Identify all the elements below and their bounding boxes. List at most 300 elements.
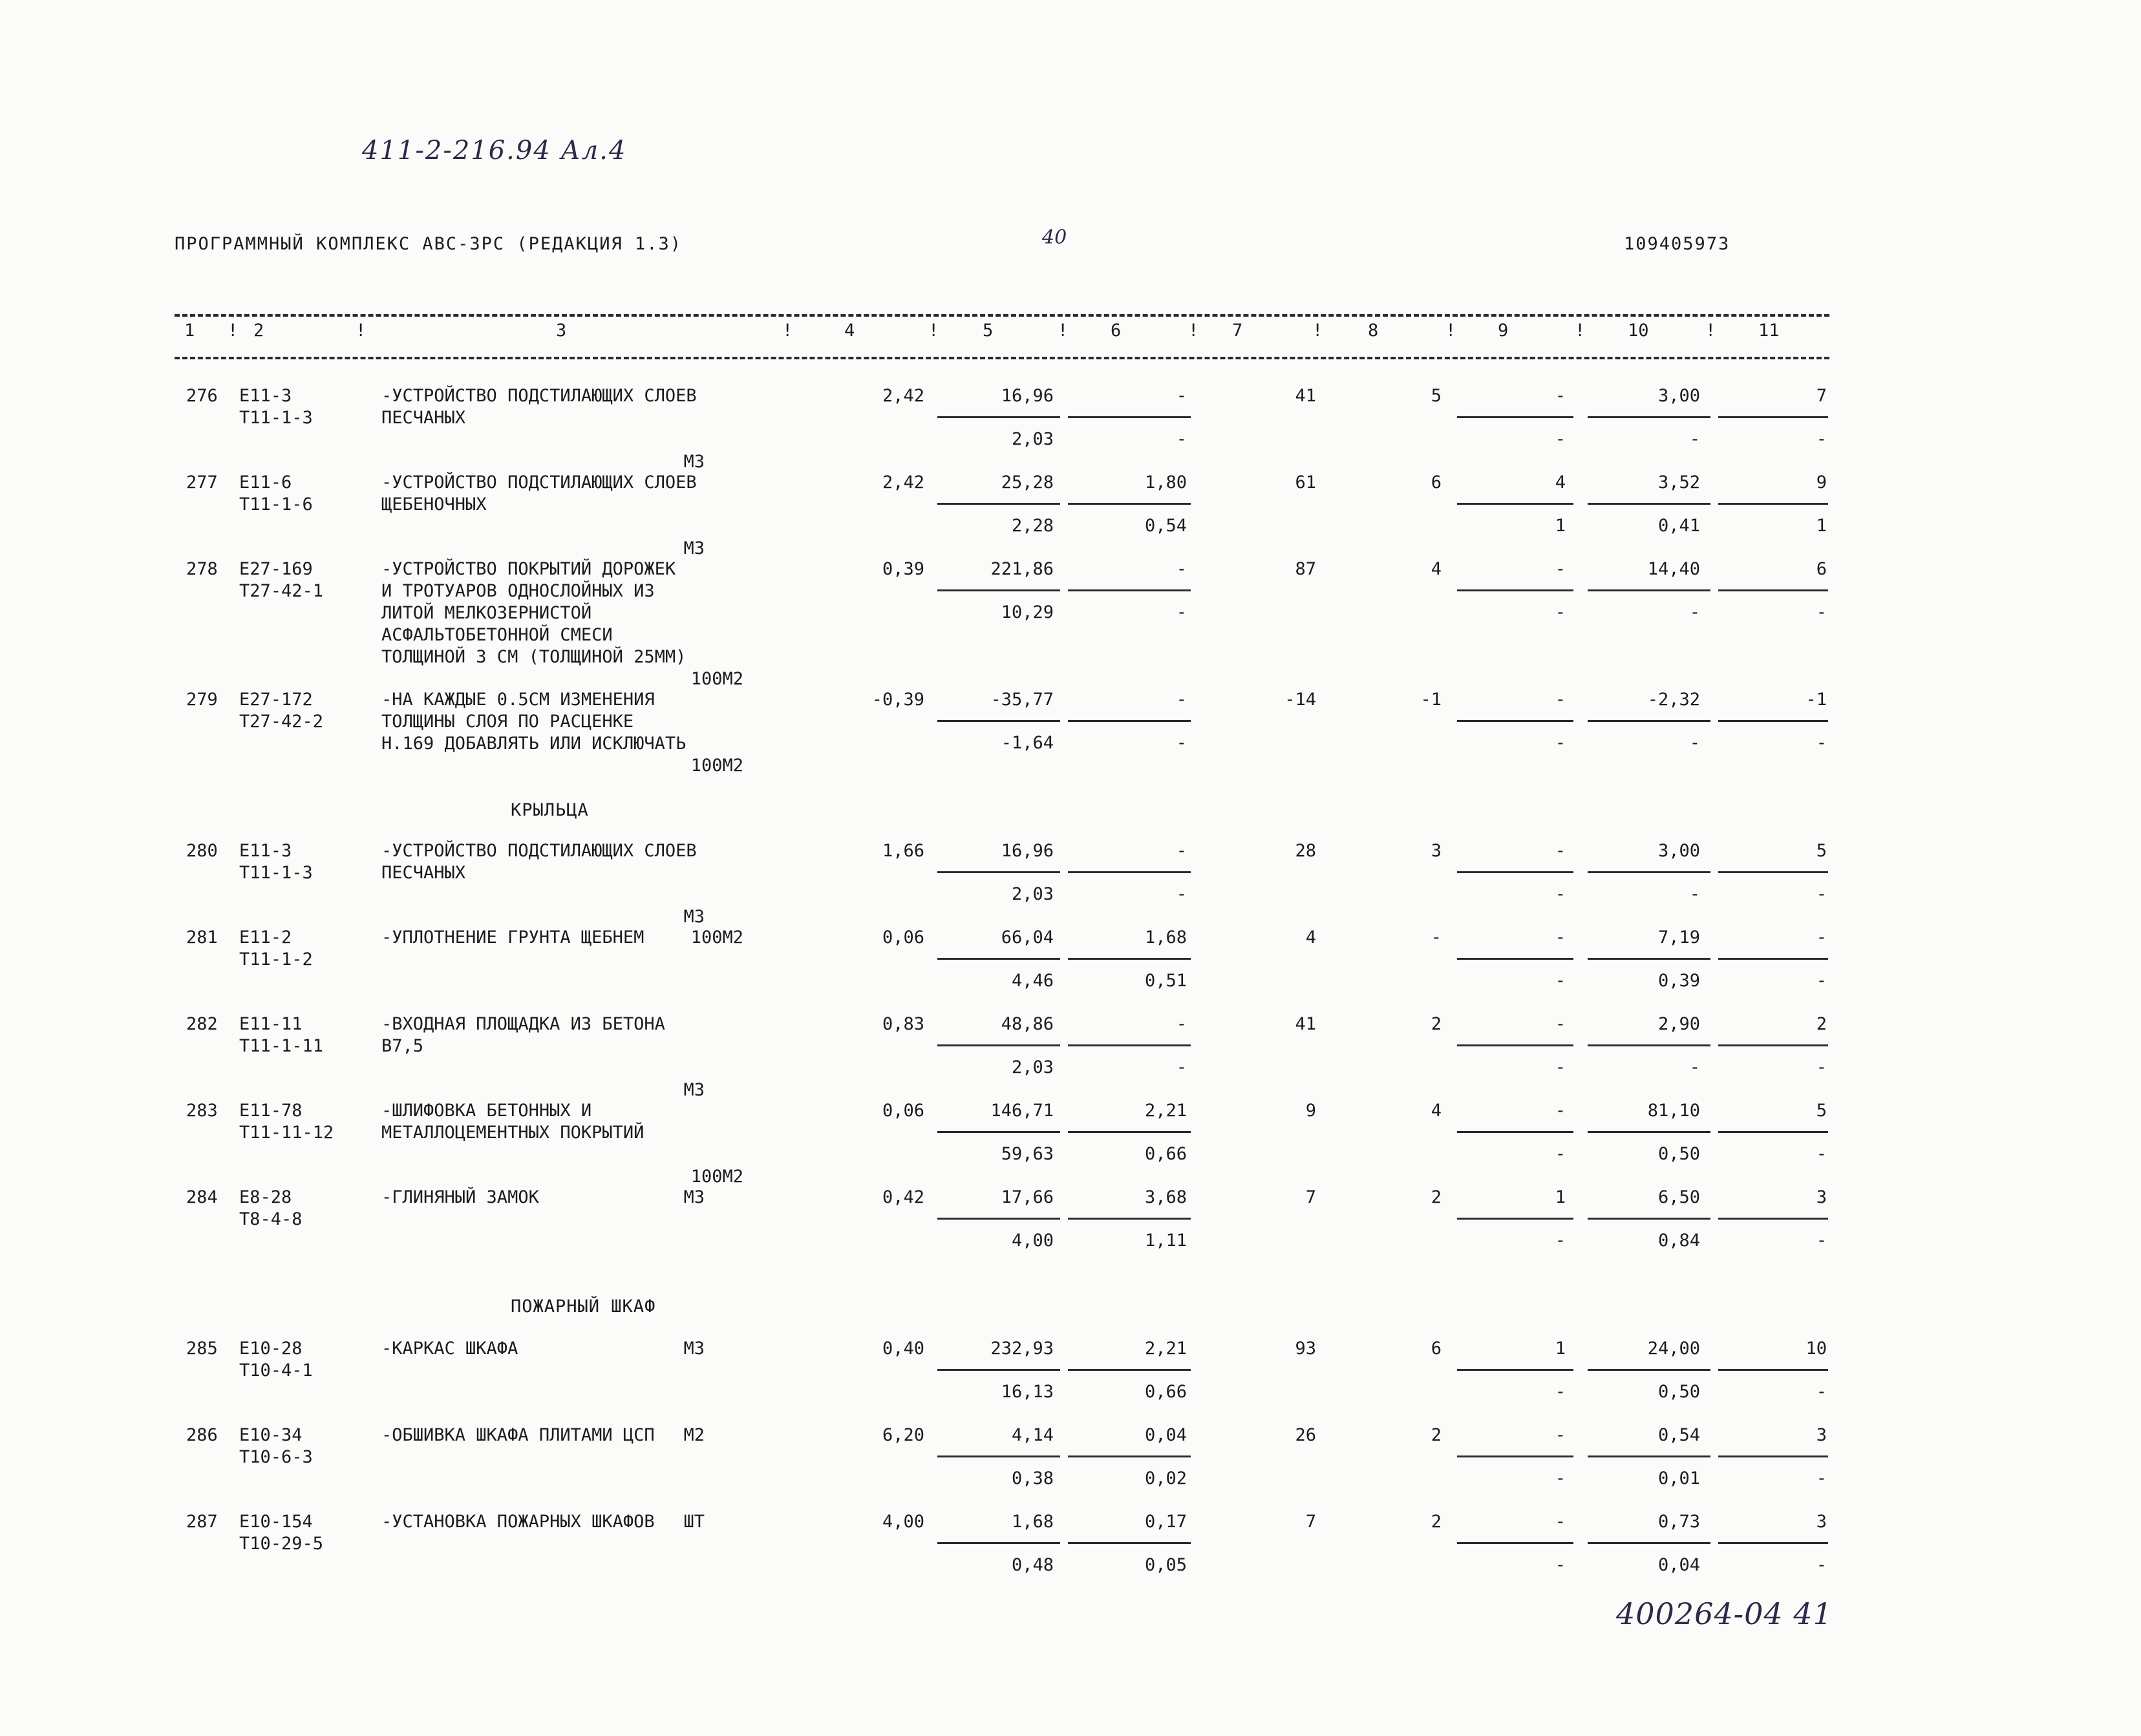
machine-wages-total: - [1555, 690, 1566, 710]
unit-of-measure: М3 [683, 1080, 705, 1100]
unit-cost-wages: 2,28 [1011, 516, 1054, 536]
labor-total-machine: - [1816, 1057, 1827, 1077]
total-machine: 2 [1431, 1425, 1442, 1445]
labor-per-unit: -2,32 [1647, 690, 1700, 710]
column-separator: ! [1188, 321, 1199, 341]
machine-cost: 1,68 [1144, 927, 1187, 947]
tech-code: Т27-42-1 [239, 581, 324, 601]
unit-cost-total: 1,68 [1011, 1512, 1054, 1532]
labor-total: 2 [1816, 1014, 1827, 1034]
fraction-rule [1588, 1369, 1710, 1371]
fraction-rule [1718, 1369, 1828, 1371]
row-number: 280 [186, 841, 218, 861]
column-separator: ! [228, 321, 239, 341]
column-separator: ! [356, 321, 367, 341]
fraction-rule [937, 1455, 1060, 1457]
quantity: 1,66 [882, 841, 924, 861]
labor-per-unit-machine: 0,39 [1657, 971, 1700, 991]
price-code: Е11-11 [239, 1014, 303, 1034]
fraction-rule [1718, 1542, 1828, 1544]
price-code: Е8-28 [239, 1187, 292, 1207]
work-description: -УСТРОЙСТВО ПОКРЫТИЙ ДОРОЖЕК [381, 559, 676, 579]
unit-cost-total: 4,14 [1011, 1425, 1054, 1445]
tech-code: Т11-1-3 [239, 408, 313, 428]
labor-per-unit-machine: - [1689, 429, 1700, 449]
unit-cost-total: 16,96 [1001, 386, 1054, 406]
work-description: -ГЛИНЯНЫЙ ЗАМОК [381, 1187, 539, 1207]
quantity: 0,39 [882, 559, 924, 579]
machine-wages: 0,54 [1144, 516, 1187, 536]
work-description: МЕТАЛЛОЦЕМЕНТНЫХ ПОКРЫТИЙ [381, 1123, 644, 1143]
total-cost: 93 [1295, 1339, 1316, 1359]
labor-per-unit: 81,10 [1647, 1101, 1700, 1121]
machine-wages-total-sub: - [1555, 1468, 1566, 1488]
row-number: 283 [186, 1101, 218, 1121]
unit-of-measure: ШТ [683, 1512, 705, 1532]
unit-cost-wages: 2,03 [1011, 884, 1054, 904]
quantity: 2,42 [882, 386, 924, 406]
machine-wages-total-sub: - [1555, 971, 1566, 991]
row-number: 278 [186, 559, 218, 579]
labor-total: 6 [1816, 559, 1827, 579]
total-machine: 6 [1431, 472, 1442, 492]
column-header-6: 6 [1111, 321, 1122, 341]
labor-total-machine: 1 [1816, 516, 1827, 536]
tech-code: Т11-1-6 [239, 494, 313, 514]
labor-per-unit: 3,00 [1657, 841, 1700, 861]
machine-wages-total: - [1555, 1101, 1566, 1121]
labor-total-machine: - [1816, 1555, 1827, 1575]
total-cost: 7 [1305, 1512, 1316, 1532]
fraction-rule [1588, 416, 1710, 418]
column-separator: ! [1312, 321, 1323, 341]
quantity: 0,06 [882, 927, 924, 947]
labor-per-unit-machine: 0,04 [1657, 1555, 1700, 1575]
quantity: 0,42 [882, 1187, 924, 1207]
machine-wages-total: - [1555, 1425, 1566, 1445]
unit-cost-wages: 2,03 [1011, 429, 1054, 449]
column-header-10: 10 [1628, 321, 1649, 341]
labor-per-unit-machine: 0,50 [1657, 1382, 1700, 1402]
unit-cost-total: 48,86 [1001, 1014, 1054, 1034]
section-porch: КРЫЛЬЦА [511, 800, 589, 820]
fraction-rule [1068, 1542, 1191, 1544]
machine-cost: - [1176, 559, 1187, 579]
fraction-rule [1457, 1455, 1573, 1457]
labor-per-unit: 7,19 [1657, 927, 1700, 947]
total-cost: 28 [1295, 841, 1316, 861]
total-cost: 87 [1295, 559, 1316, 579]
fraction-rule [1588, 1218, 1710, 1220]
tech-code: Т27-42-2 [239, 712, 324, 732]
handwritten-page-number: 40 [1042, 226, 1067, 249]
unit-cost-wages: -1,64 [1001, 733, 1054, 753]
labor-total-machine: - [1816, 1382, 1827, 1402]
machine-wages: - [1176, 884, 1187, 904]
labor-per-unit: 3,52 [1657, 472, 1700, 492]
fraction-rule [1718, 1455, 1828, 1457]
unit-of-measure: М3 [683, 1187, 705, 1207]
price-code: Е11-3 [239, 386, 292, 406]
machine-wages-total: - [1555, 1512, 1566, 1532]
unit-of-measure: 100М2 [690, 669, 743, 689]
labor-total-machine: - [1816, 429, 1827, 449]
work-description: -УСТРОЙСТВО ПОДСТИЛАЮЩИХ СЛОЕВ [381, 472, 697, 492]
price-code: Е27-169 [239, 559, 313, 579]
labor-per-unit: 14,40 [1647, 559, 1700, 579]
fraction-rule [937, 416, 1060, 418]
labor-per-unit-machine: - [1689, 733, 1700, 753]
machine-wages-total: - [1555, 927, 1566, 947]
machine-wages-total-sub: - [1555, 1144, 1566, 1164]
column-separator: ! [1705, 321, 1716, 341]
work-description: АСФАЛЬТОБЕТОННОЙ СМЕСИ [381, 625, 613, 645]
labor-per-unit: 0,73 [1657, 1512, 1700, 1532]
work-description: ЩЕБЕНОЧНЫХ [381, 494, 487, 514]
document-number: 109405973 [1624, 234, 1731, 254]
work-description: -УПЛОТНЕНИЕ ГРУНТА ЩЕБНЕМ [381, 927, 644, 947]
total-machine: 2 [1431, 1512, 1442, 1532]
price-code: Е11-6 [239, 472, 292, 492]
column-header-9: 9 [1498, 321, 1509, 341]
labor-total: 3 [1816, 1425, 1827, 1445]
machine-wages-total-sub: - [1555, 429, 1566, 449]
fraction-rule [1588, 1542, 1710, 1544]
row-number: 282 [186, 1014, 218, 1034]
work-description: -УСТАНОВКА ПОЖАРНЫХ ШКАФОВ [381, 1512, 655, 1532]
machine-cost: - [1176, 386, 1187, 406]
fraction-rule [1588, 503, 1710, 505]
unit-cost-wages: 16,13 [1001, 1382, 1054, 1402]
total-machine: 4 [1431, 1101, 1442, 1121]
total-cost: 7 [1305, 1187, 1316, 1207]
fraction-rule [937, 1044, 1060, 1046]
price-code: Е10-154 [239, 1512, 313, 1532]
fraction-rule [1457, 416, 1573, 418]
unit-of-measure: М3 [683, 538, 705, 558]
fraction-rule [1718, 720, 1828, 722]
quantity: 2,42 [882, 472, 924, 492]
unit-cost-total: 232,93 [990, 1339, 1054, 1359]
labor-total-machine: - [1816, 1468, 1827, 1488]
machine-wages-total-sub: - [1555, 1057, 1566, 1077]
unit-cost-wages: 4,46 [1011, 971, 1054, 991]
total-machine: 2 [1431, 1187, 1442, 1207]
price-code: Е27-172 [239, 690, 313, 710]
column-header-8: 8 [1368, 321, 1379, 341]
unit-cost-total: 66,04 [1001, 927, 1054, 947]
fraction-rule [937, 871, 1060, 873]
quantity: 0,83 [882, 1014, 924, 1034]
labor-total: 5 [1816, 841, 1827, 861]
unit-cost-wages: 59,63 [1001, 1144, 1054, 1164]
work-description: -УСТРОЙСТВО ПОДСТИЛАЮЩИХ СЛОЕВ [381, 841, 697, 861]
fraction-rule [1457, 1131, 1573, 1133]
work-description: ПЕСЧАНЫХ [381, 408, 466, 428]
machine-wages: - [1176, 429, 1187, 449]
fraction-rule [1718, 958, 1828, 960]
unit-cost-total: 17,66 [1001, 1187, 1054, 1207]
row-number: 277 [186, 472, 218, 492]
row-number: 276 [186, 386, 218, 406]
machine-wages-total: 4 [1555, 472, 1566, 492]
machine-wages: 0,66 [1144, 1382, 1187, 1402]
total-machine: 3 [1431, 841, 1442, 861]
total-machine: 5 [1431, 386, 1442, 406]
unit-cost-total: 25,28 [1001, 472, 1054, 492]
work-description: И ТРОТУАРОВ ОДНОСЛОЙНЫХ ИЗ [381, 581, 655, 601]
fraction-rule [1718, 416, 1828, 418]
labor-total: -1 [1805, 690, 1827, 710]
column-separator: ! [782, 321, 793, 341]
work-description: -КАРКАС ШКАФА [381, 1339, 518, 1359]
machine-wages-total: 1 [1555, 1187, 1566, 1207]
machine-wages-total-sub: - [1555, 1555, 1566, 1575]
total-cost: 41 [1295, 1014, 1316, 1034]
fraction-rule [1068, 1131, 1191, 1133]
machine-wages-total: 1 [1555, 1339, 1566, 1359]
machine-cost: 2,21 [1144, 1101, 1187, 1121]
labor-total: 3 [1816, 1512, 1827, 1532]
fraction-rule [1457, 871, 1573, 873]
fraction-rule [1068, 871, 1191, 873]
machine-wages: - [1176, 1057, 1187, 1077]
labor-per-unit-machine: 0,50 [1657, 1144, 1700, 1164]
labor-total: 10 [1805, 1339, 1827, 1359]
column-header-1: 1 [184, 321, 195, 341]
machine-cost: - [1176, 690, 1187, 710]
fraction-rule [1588, 1044, 1710, 1046]
total-cost: 4 [1305, 927, 1316, 947]
labor-per-unit-machine: - [1689, 884, 1700, 904]
quantity: 0,40 [882, 1339, 924, 1359]
machine-wages-total-sub: 1 [1555, 516, 1566, 536]
program-header: ПРОГРАММНЫЙ КОМПЛЕКС АВС-3РС (РЕДАКЦИЯ 1.3) [175, 234, 682, 254]
fraction-rule [1457, 1542, 1573, 1544]
unit-of-measure: 100М2 [690, 927, 743, 947]
machine-wages-total: - [1555, 386, 1566, 406]
row-number: 287 [186, 1512, 218, 1532]
fraction-rule [1457, 958, 1573, 960]
work-description: В7,5 [381, 1036, 424, 1056]
fraction-rule [1068, 1218, 1191, 1220]
tech-code: Т10-4-1 [239, 1360, 313, 1381]
labor-per-unit: 2,90 [1657, 1014, 1700, 1034]
fraction-rule [1068, 1369, 1191, 1371]
column-separator: ! [928, 321, 939, 341]
machine-wages-total: - [1555, 841, 1566, 861]
total-machine: 2 [1431, 1014, 1442, 1034]
labor-per-unit: 3,00 [1657, 386, 1700, 406]
machine-wages: - [1176, 602, 1187, 622]
tech-code: Т11-1-2 [239, 949, 313, 969]
machine-wages: - [1176, 733, 1187, 753]
handwritten-sheet-code: 400264-04 41 [1616, 1596, 1833, 1631]
fraction-rule [1457, 503, 1573, 505]
machine-wages-total-sub: - [1555, 884, 1566, 904]
labor-total: 9 [1816, 472, 1827, 492]
labor-total: 5 [1816, 1101, 1827, 1121]
fraction-rule [937, 958, 1060, 960]
labor-per-unit: 6,50 [1657, 1187, 1700, 1207]
fraction-rule [1718, 503, 1828, 505]
fraction-rule [1068, 720, 1191, 722]
total-cost: 61 [1295, 472, 1316, 492]
quantity: -0,39 [871, 690, 924, 710]
fraction-rule [1068, 958, 1191, 960]
quantity: 6,20 [882, 1425, 924, 1445]
machine-wages-total-sub: - [1555, 602, 1566, 622]
column-header-11: 11 [1758, 321, 1780, 341]
total-machine: 4 [1431, 559, 1442, 579]
unit-cost-wages: 10,29 [1001, 602, 1054, 622]
fraction-rule [1718, 1218, 1828, 1220]
work-description: -ВХОДНАЯ ПЛОЩАДКА ИЗ БЕТОНА [381, 1014, 665, 1034]
work-description: ТОЛЩИНЫ СЛОЯ ПО РАСЦЕНКЕ [381, 712, 634, 732]
column-separator: ! [1058, 321, 1069, 341]
machine-wages: 0,66 [1144, 1144, 1187, 1164]
labor-per-unit-machine: - [1689, 1057, 1700, 1077]
handwritten-doc-code: 411-2-216.94 Ал.4 [362, 136, 627, 165]
machine-cost: 3,68 [1144, 1187, 1187, 1207]
fraction-rule [1718, 589, 1828, 591]
labor-per-unit: 24,00 [1647, 1339, 1700, 1359]
machine-cost: - [1176, 841, 1187, 861]
header-divider-top [175, 314, 1829, 317]
machine-cost: 2,21 [1144, 1339, 1187, 1359]
fraction-rule [937, 589, 1060, 591]
fraction-rule [1457, 720, 1573, 722]
machine-wages: 0,05 [1144, 1555, 1187, 1575]
work-description: ТОЛЩИНОЙ 3 СМ (ТОЛЩИНОЙ 25ММ) [381, 647, 687, 667]
machine-wages-total-sub: - [1555, 733, 1566, 753]
fraction-rule [1068, 1044, 1191, 1046]
machine-wages-total-sub: - [1555, 1382, 1566, 1402]
total-cost: 41 [1295, 386, 1316, 406]
work-description: -ОБШИВКА ШКАФА ПЛИТАМИ ЦСП [381, 1425, 655, 1445]
total-machine: 6 [1431, 1339, 1442, 1359]
fraction-rule [1068, 416, 1191, 418]
tech-code: Т8-4-8 [239, 1209, 303, 1229]
unit-cost-wages: 0,48 [1011, 1555, 1054, 1575]
labor-total-machine: - [1816, 884, 1827, 904]
fraction-rule [937, 1131, 1060, 1133]
column-header-3: 3 [556, 321, 567, 341]
fraction-rule [1068, 503, 1191, 505]
labor-total-machine: - [1816, 1231, 1827, 1251]
row-number: 285 [186, 1339, 218, 1359]
row-number: 284 [186, 1187, 218, 1207]
fraction-rule [1588, 1455, 1710, 1457]
labor-total: 3 [1816, 1187, 1827, 1207]
fraction-rule [1588, 589, 1710, 591]
fraction-rule [937, 503, 1060, 505]
fraction-rule [1588, 871, 1710, 873]
unit-of-measure: М3 [683, 452, 705, 472]
column-header-4: 4 [844, 321, 855, 341]
fraction-rule [1588, 720, 1710, 722]
work-description: Н.169 ДОБАВЛЯТЬ ИЛИ ИСКЛЮЧАТЬ [381, 734, 687, 754]
price-code: Е11-2 [239, 927, 292, 947]
machine-cost: 0,17 [1144, 1512, 1187, 1532]
machine-cost: 1,80 [1144, 472, 1187, 492]
total-cost: -14 [1284, 690, 1316, 710]
work-description: -ШЛИФОВКА БЕТОННЫХ И [381, 1101, 592, 1121]
machine-wages: 1,11 [1144, 1231, 1187, 1251]
fraction-rule [937, 720, 1060, 722]
unit-cost-total: 221,86 [990, 559, 1054, 579]
tech-code: Т10-6-3 [239, 1447, 313, 1467]
machine-wages: 0,51 [1144, 971, 1187, 991]
section-fire-cabinet: ПОЖАРНЫЙ ШКАФ [511, 1297, 656, 1317]
fraction-rule [1718, 871, 1828, 873]
row-number: 279 [186, 690, 218, 710]
fraction-rule [1588, 958, 1710, 960]
tech-code: Т10-29-5 [239, 1534, 324, 1554]
column-header-2: 2 [253, 321, 264, 341]
price-code: Е11-78 [239, 1101, 303, 1121]
machine-cost: 0,04 [1144, 1425, 1187, 1445]
unit-of-measure: 100М2 [690, 756, 743, 776]
column-separator: ! [1445, 321, 1456, 341]
fraction-rule [1588, 1131, 1710, 1133]
fraction-rule [1457, 1218, 1573, 1220]
unit-of-measure: М3 [683, 907, 705, 927]
fraction-rule [1068, 1455, 1191, 1457]
labor-total-machine: - [1816, 971, 1827, 991]
machine-wages-total: - [1555, 1014, 1566, 1034]
labor-total: - [1816, 927, 1827, 947]
row-number: 286 [186, 1425, 218, 1445]
unit-of-measure: М2 [683, 1425, 705, 1445]
labor-per-unit: 0,54 [1657, 1425, 1700, 1445]
labor-per-unit-machine: - [1689, 602, 1700, 622]
labor-total: 7 [1816, 386, 1827, 406]
tech-code: Т11-1-11 [239, 1036, 324, 1056]
quantity: 4,00 [882, 1512, 924, 1532]
tech-code: Т11-1-3 [239, 863, 313, 883]
fraction-rule [1457, 1369, 1573, 1371]
fraction-rule [1457, 1044, 1573, 1046]
work-description: ПЕСЧАНЫХ [381, 863, 466, 883]
fraction-rule [1068, 589, 1191, 591]
work-description: -УСТРОЙСТВО ПОДСТИЛАЮЩИХ СЛОЕВ [381, 386, 697, 406]
labor-per-unit-machine: 0,84 [1657, 1231, 1700, 1251]
column-separator: ! [1575, 321, 1586, 341]
unit-cost-wages: 2,03 [1011, 1057, 1054, 1077]
unit-of-measure: М3 [683, 1339, 705, 1359]
unit-cost-total: 16,96 [1001, 841, 1054, 861]
row-number: 281 [186, 927, 218, 947]
fraction-rule [937, 1542, 1060, 1544]
labor-per-unit-machine: 0,01 [1657, 1468, 1700, 1488]
unit-cost-wages: 4,00 [1011, 1231, 1054, 1251]
machine-wages: 0,02 [1144, 1468, 1187, 1488]
quantity: 0,06 [882, 1101, 924, 1121]
unit-cost-total: 146,71 [990, 1101, 1054, 1121]
total-cost: 9 [1305, 1101, 1316, 1121]
column-header-7: 7 [1232, 321, 1243, 341]
total-machine: - [1431, 927, 1442, 947]
fraction-rule [1457, 589, 1573, 591]
machine-cost: - [1176, 1014, 1187, 1034]
total-cost: 26 [1295, 1425, 1316, 1445]
header-divider-bottom [175, 357, 1829, 359]
fraction-rule [937, 1218, 1060, 1220]
tech-code: Т11-11-12 [239, 1123, 334, 1143]
machine-wages-total: - [1555, 559, 1566, 579]
column-header-5: 5 [983, 321, 994, 341]
